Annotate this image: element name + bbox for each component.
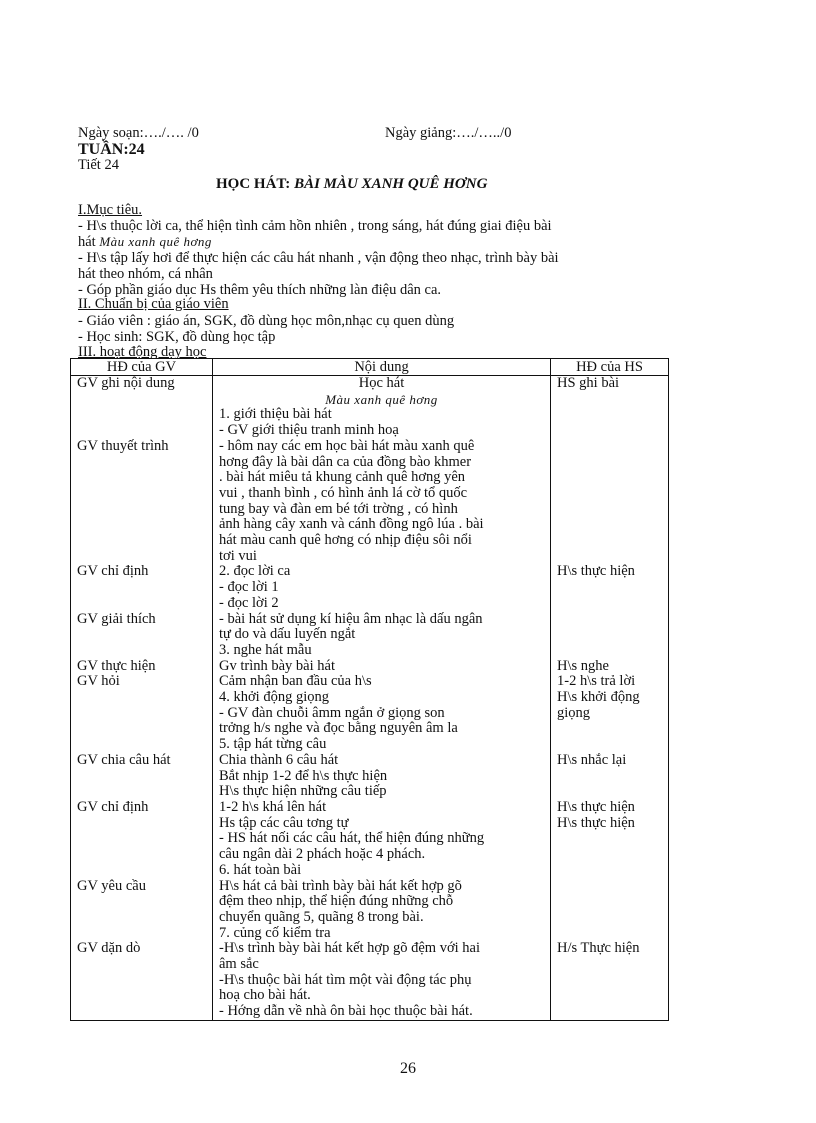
gv-activity — [77, 627, 206, 643]
hs-activity — [557, 973, 662, 989]
gv-activity: GV chỉ định — [77, 563, 149, 580]
content-line: . bài hát miêu tả khung cảnh quê hơng yên — [219, 469, 466, 486]
gv-activity — [77, 910, 206, 926]
objective-line: hát theo nhóm, cá nhân — [78, 266, 213, 282]
content-column — [213, 376, 551, 1021]
gv-activity — [77, 690, 206, 706]
content-line: ảnh hàng cây xanh và cánh đồng ngô lúa . bài — [219, 516, 484, 533]
content-line: - bài hát sử dụng kí hiệu âm nhạc là dấu ngân — [219, 610, 483, 627]
gv-activity — [77, 392, 206, 408]
content-line: Bắt nhịp 1-2 để h\s thực hiện — [219, 767, 388, 784]
gv-activity — [77, 470, 206, 486]
content-line: 1-2 h\s khá lên hát — [219, 798, 327, 815]
gv-activity — [77, 502, 206, 518]
gv-activity — [77, 1004, 206, 1020]
gv-activity: GV hỏi — [77, 673, 120, 690]
hs-activity: HS ghi bài — [557, 375, 620, 391]
gv-activity — [77, 517, 206, 533]
content-line: Học hát — [358, 375, 405, 391]
hs-activity — [557, 580, 662, 596]
gv-activity — [77, 816, 206, 832]
content-line: 2. đọc lời ca — [219, 563, 291, 580]
hs-activity: H\s thực hiện — [557, 563, 635, 580]
hs-activity — [557, 392, 662, 408]
lesson-number: Tiết 24 — [78, 157, 119, 173]
objective-line — [78, 234, 212, 250]
hs-activity: H\s thực hiện — [557, 814, 635, 831]
header-content: Nội dung — [213, 359, 551, 376]
content-line: -H\s thuộc bài hát tìm một vài động tác phụ — [219, 971, 472, 988]
content-line: H\s hát cả bài trình bày bài hát kết hợp gõ — [219, 877, 462, 894]
gv-activity — [77, 957, 206, 973]
hs-activity — [557, 910, 662, 926]
gv-activity — [77, 988, 206, 1004]
gv-activity — [77, 831, 206, 847]
content-line: 4. khởi động giọng — [219, 689, 329, 706]
title-prefix: HỌC HÁT: — [216, 176, 291, 192]
header-gv: HĐ của GV — [71, 359, 213, 376]
hs-activity: 1-2 h\s trả lời — [557, 673, 636, 690]
preparation-line: - Giáo viên : giáo án, SGK, đồ dùng học môn,nhạc cụ quen dùng — [78, 313, 455, 329]
page-number: 26 — [400, 1060, 416, 1077]
hs-activity: H\s thực hiện — [557, 798, 635, 815]
content-line: - GV đàn chuỗi âmm ngắn ở giọng son — [219, 704, 445, 721]
hs-activity — [557, 721, 662, 737]
content-line: - HS hát nối các câu hát, thể hiện đúng những — [219, 830, 485, 847]
header-hs: HĐ của HS — [551, 359, 669, 376]
objective-line: - H\s tập lấy hơi để thực hiện các câu hát nhanh , vận động theo nhạc, trình bày bài — [78, 250, 559, 266]
title-song: BÀI MÀU XANH QUÊ HƠNG — [294, 176, 488, 192]
gv-activity — [77, 423, 206, 439]
objective-line: - H\s thuộc lời ca, thể hiện tình cảm hồn nhiên , trong sáng, hát đúng giai điệu bài — [78, 218, 552, 234]
content-line: tung bay và đàn em bé tới trờng , có hình — [219, 500, 458, 517]
content-line: - đọc lời 1 — [219, 579, 279, 596]
content-line: 7. củng cố kiểm tra — [219, 924, 331, 941]
hs-activity — [557, 831, 662, 847]
gv-activity — [77, 769, 206, 785]
hs-activity — [557, 517, 662, 533]
content-line: chuyển quãng 5, quãng 8 trong bài. — [219, 908, 424, 925]
hs-activity: H/s Thực hiện — [557, 940, 640, 957]
objectives-heading: I.Mục tiêu. — [78, 202, 143, 218]
hs-activity — [557, 894, 662, 910]
preparation-line: - Học sinh: SGK, đồ dùng học tập — [78, 329, 276, 345]
hs-activity — [557, 1004, 662, 1020]
hs-activity — [557, 737, 662, 753]
hs-activity — [557, 847, 662, 863]
week-label: TUẦN:24 — [78, 141, 145, 158]
gv-activity — [77, 580, 206, 596]
hs-activity — [557, 612, 662, 628]
content-line: âm sắc — [219, 956, 259, 973]
gv-activity — [77, 486, 206, 502]
gv-column — [71, 376, 213, 1021]
hs-activity: H\s khởi động — [557, 689, 640, 706]
hs-activity — [557, 784, 662, 800]
hs-activity: H\s nghe — [557, 657, 609, 674]
hs-activity — [557, 957, 662, 973]
content-line: Gv trình bày bài hát — [219, 657, 335, 674]
content-line: Chia thành 6 câu hát — [219, 751, 339, 768]
content-line: tự do và dấu luyến ngắt — [219, 626, 356, 643]
hs-activity — [557, 502, 662, 518]
content-line: câu ngân dài 2 phách hoặc 4 phách. — [219, 846, 426, 863]
content-line: H\s thực hiện những câu tiếp — [219, 783, 387, 800]
gv-activity — [77, 784, 206, 800]
gv-activity — [77, 847, 206, 863]
gv-activity — [77, 596, 206, 612]
hs-activity — [557, 926, 662, 942]
content-line: hoạ cho bài hát. — [219, 987, 311, 1004]
hs-activity — [557, 879, 662, 895]
gv-activity: GV giải thích — [77, 610, 156, 627]
gv-activity — [77, 926, 206, 942]
hs-activity — [557, 988, 662, 1004]
hs-activity: H\s nhắc lại — [557, 751, 627, 768]
lesson-title — [216, 176, 487, 193]
song-name-italic: Màu xanh quê hơng — [99, 234, 212, 249]
gv-activity: GV chia câu hát — [77, 751, 171, 768]
gv-activity — [77, 973, 206, 989]
hs-activity — [557, 627, 662, 643]
gv-activity — [77, 706, 206, 722]
lesson-activities-table — [70, 358, 669, 1021]
hs-activity — [557, 423, 662, 439]
hs-activity — [557, 863, 662, 879]
gv-activity — [77, 455, 206, 471]
objective-line: - Góp phần giáo dục Hs thêm yêu thích những làn điệu dân ca. — [78, 282, 442, 298]
hs-activity: giọng — [557, 704, 591, 721]
content-line: - đọc lời 2 — [219, 594, 279, 611]
hs-activity — [557, 769, 662, 785]
hs-activity — [557, 533, 662, 549]
content-line: Cảm nhận ban đầu của h\s — [219, 673, 372, 690]
date-taught: Ngày giảng:…./…../0 — [385, 125, 512, 141]
gv-activity — [77, 894, 206, 910]
content-line: Màu xanh quê hơng — [325, 391, 438, 407]
gv-activity: GV dặn dò — [77, 940, 141, 957]
table-row — [71, 376, 669, 1021]
gv-activity — [77, 721, 206, 737]
gv-activity — [77, 407, 206, 423]
content-line: - GV giới thiệu tranh minh hoạ — [219, 422, 399, 439]
gv-activity: GV yêu cầu — [77, 877, 146, 894]
content-line: 1. giới thiệu bài hát — [219, 406, 332, 423]
content-line: 3. nghe hát mẫu — [219, 641, 312, 658]
gv-activity: GV thực hiện — [77, 657, 156, 674]
hs-column — [551, 376, 669, 1021]
content-line: hát màu canh quê hơng có nhịp điệu sôi nổi — [219, 532, 472, 549]
hs-activity — [557, 470, 662, 486]
content-line: 6. hát toàn bài — [219, 861, 302, 878]
content-line: - hôm nay các em học bài hát màu xanh quê — [219, 437, 475, 454]
gv-activity — [77, 533, 206, 549]
content-line: vui , thanh bình , có hình ảnh lá cờ tổ quốc — [219, 484, 468, 501]
activities-heading: III. hoạt động dạy học — [78, 344, 207, 360]
table-header-row — [71, 359, 669, 376]
hs-activity — [557, 486, 662, 502]
content-line: Hs tập các câu tơng tự — [219, 814, 349, 831]
hs-activity — [557, 439, 662, 455]
gv-activity — [77, 549, 206, 565]
gv-activity: GV chỉ định — [77, 798, 149, 815]
content-line: 5. tập hát từng câu — [219, 736, 327, 753]
hs-activity — [557, 549, 662, 565]
content-line: - Hớng dẫn về nhà ôn bài học thuộc bài hát. — [219, 1003, 473, 1020]
gv-activity — [77, 863, 206, 879]
hs-activity — [557, 455, 662, 471]
content-line: -H\s trình bày bài hát kết hợp gõ đệm với hai — [219, 940, 480, 957]
gv-activity: GV thuyết trình — [77, 437, 169, 454]
content-line: trởng h/s nghe và đọc bằng nguyên âm la — [219, 720, 458, 737]
content-line: đệm theo nhịp, thể hiện đúng những chỗ — [219, 893, 454, 910]
gv-activity — [77, 737, 206, 753]
gv-activity: GV ghi nội dung — [77, 375, 175, 391]
content-line: tơi vui — [219, 547, 257, 564]
gv-activity — [77, 643, 206, 659]
objective-text: hát — [78, 234, 96, 250]
hs-activity — [557, 643, 662, 659]
hs-activity — [557, 407, 662, 423]
content-line: hơng đây là bài dân ca của đồng bào khmer — [219, 453, 472, 470]
date-prepared: Ngày soạn:…./…. /0 — [78, 125, 199, 141]
preparation-heading: II. Chuẩn bị của giáo viên — [78, 296, 229, 312]
hs-activity — [557, 596, 662, 612]
